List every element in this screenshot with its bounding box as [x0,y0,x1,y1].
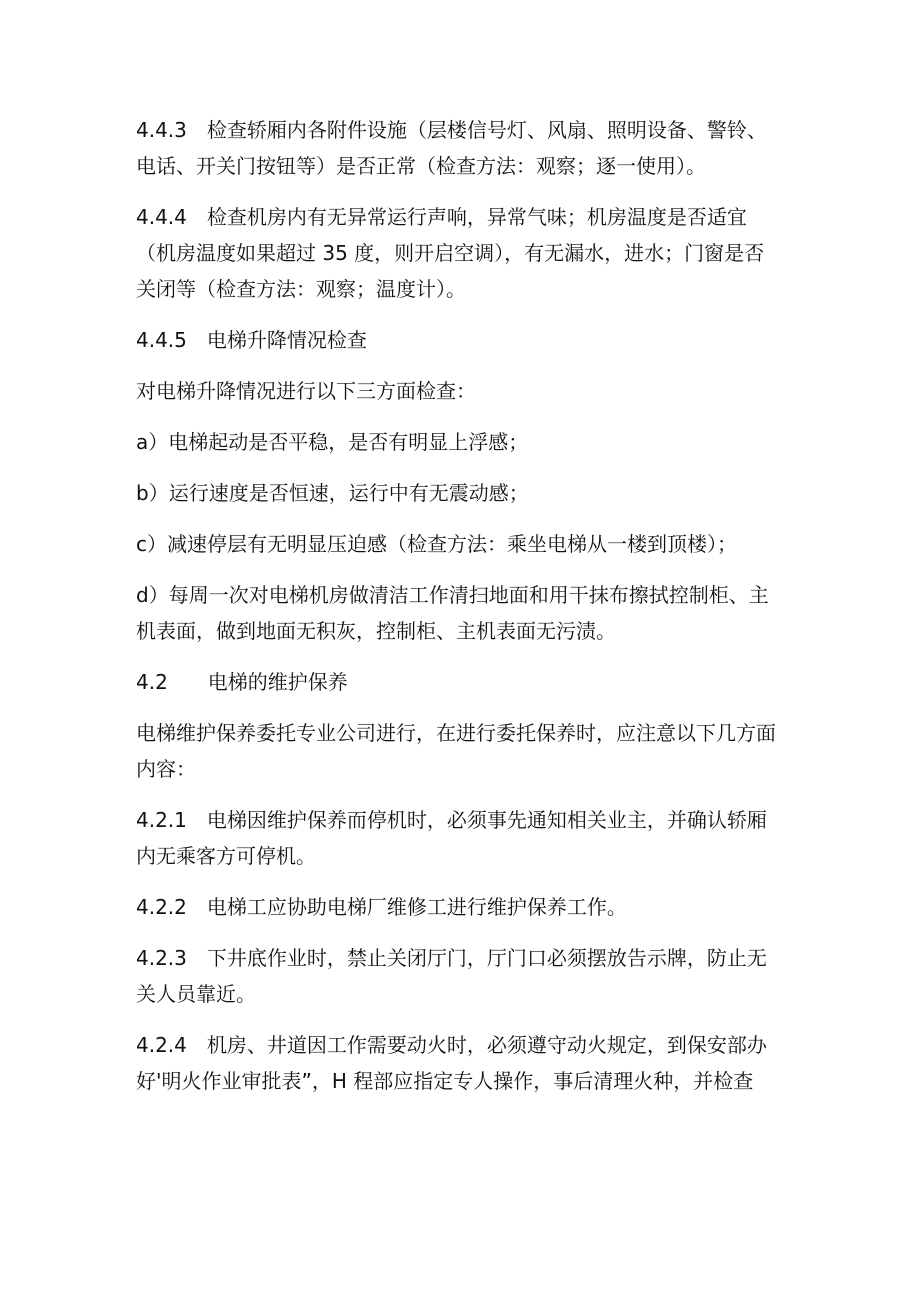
text-line: 4.2.4 机房、井道因工作需要动火时，必须遵守动火规定，到保安部办 [136,1033,767,1057]
paragraph-4-2-4 [136,1027,786,1099]
section-heading-4-2 [136,664,786,700]
text-line: （机房温度如果超过 35 度，则开启空调），有无漏水，进水；门窗是否 [136,241,765,265]
document-page [136,112,786,1099]
paragraph-maintenance-intro [136,715,786,787]
list-item-c [136,526,786,562]
list-item-a [136,424,786,460]
text-line: 机表面，做到地面无积灰，控制柜、主机表面无污渍。 [136,619,616,643]
text-line: 对电梯升降情况进行以下三方面检查： [136,379,476,403]
text-line: 内容： [136,757,196,781]
text-line: 电梯维护保养委托专业公司进行，在进行委托保养时，应注意以下几方面 [136,721,776,745]
text-line: d）每周一次对电梯机房做清洁工作清扫地面和用干抹布擦拭控制柜、主 [136,583,769,607]
text-line: 4.2 电梯的维护保养 [136,670,348,694]
paragraph-4-2-3 [136,940,786,1012]
text-line: 4.4.3 检查轿厢内各附件设施（层楼信号灯、风扇、照明设备、警铃、 [136,118,767,142]
text-line: 关闭等（检查方法：观察；温度计）。 [136,277,466,301]
text-line: 4.4.5 电梯升降情况检查 [136,328,367,352]
text-line: 4.4.4 检查机房内有无异常运行声响，异常气味；机房温度是否适宜 [136,205,747,229]
text-line: 内无乘客方可停机。 [136,844,316,868]
list-item-b [136,475,786,511]
list-item-d [136,577,786,649]
paragraph-4-2-1 [136,802,786,874]
text-line: a）电梯起动是否平稳，是否有明显上浮感； [136,430,529,454]
text-line: 4.2.1 电梯因维护保养而停机时，必须事先通知相关业主，并确认轿厢 [136,808,767,832]
paragraph-4-4-3 [136,112,786,184]
paragraph-intro-checks [136,373,786,409]
text-line: 4.2.2 电梯工应协助电梯厂维修工进行维护保养工作。 [136,895,627,919]
text-line: 好'明火作业审批表”，H 程部应指定专人操作，事后清理火种，并检查 [136,1069,754,1093]
text-line: c）减速停层有无明显压迫感（检查方法：乘坐电梯从一楼到顶楼）； [136,532,737,556]
text-line: 关人员靠近。 [136,982,256,1006]
paragraph-4-2-2 [136,889,786,925]
text-line: b）运行速度是否恒速，运行中有无震动感； [136,481,529,505]
paragraph-4-4-5 [136,322,786,358]
text-line: 4.2.3 下井底作业时，禁止关闭厅门，厅门口必须摆放告示牌，防止无 [136,946,767,970]
text-line: 电话、开关门按钮等）是否正常（检查方法：观察；逐一使用）。 [136,154,706,178]
paragraph-4-4-4 [136,199,786,307]
